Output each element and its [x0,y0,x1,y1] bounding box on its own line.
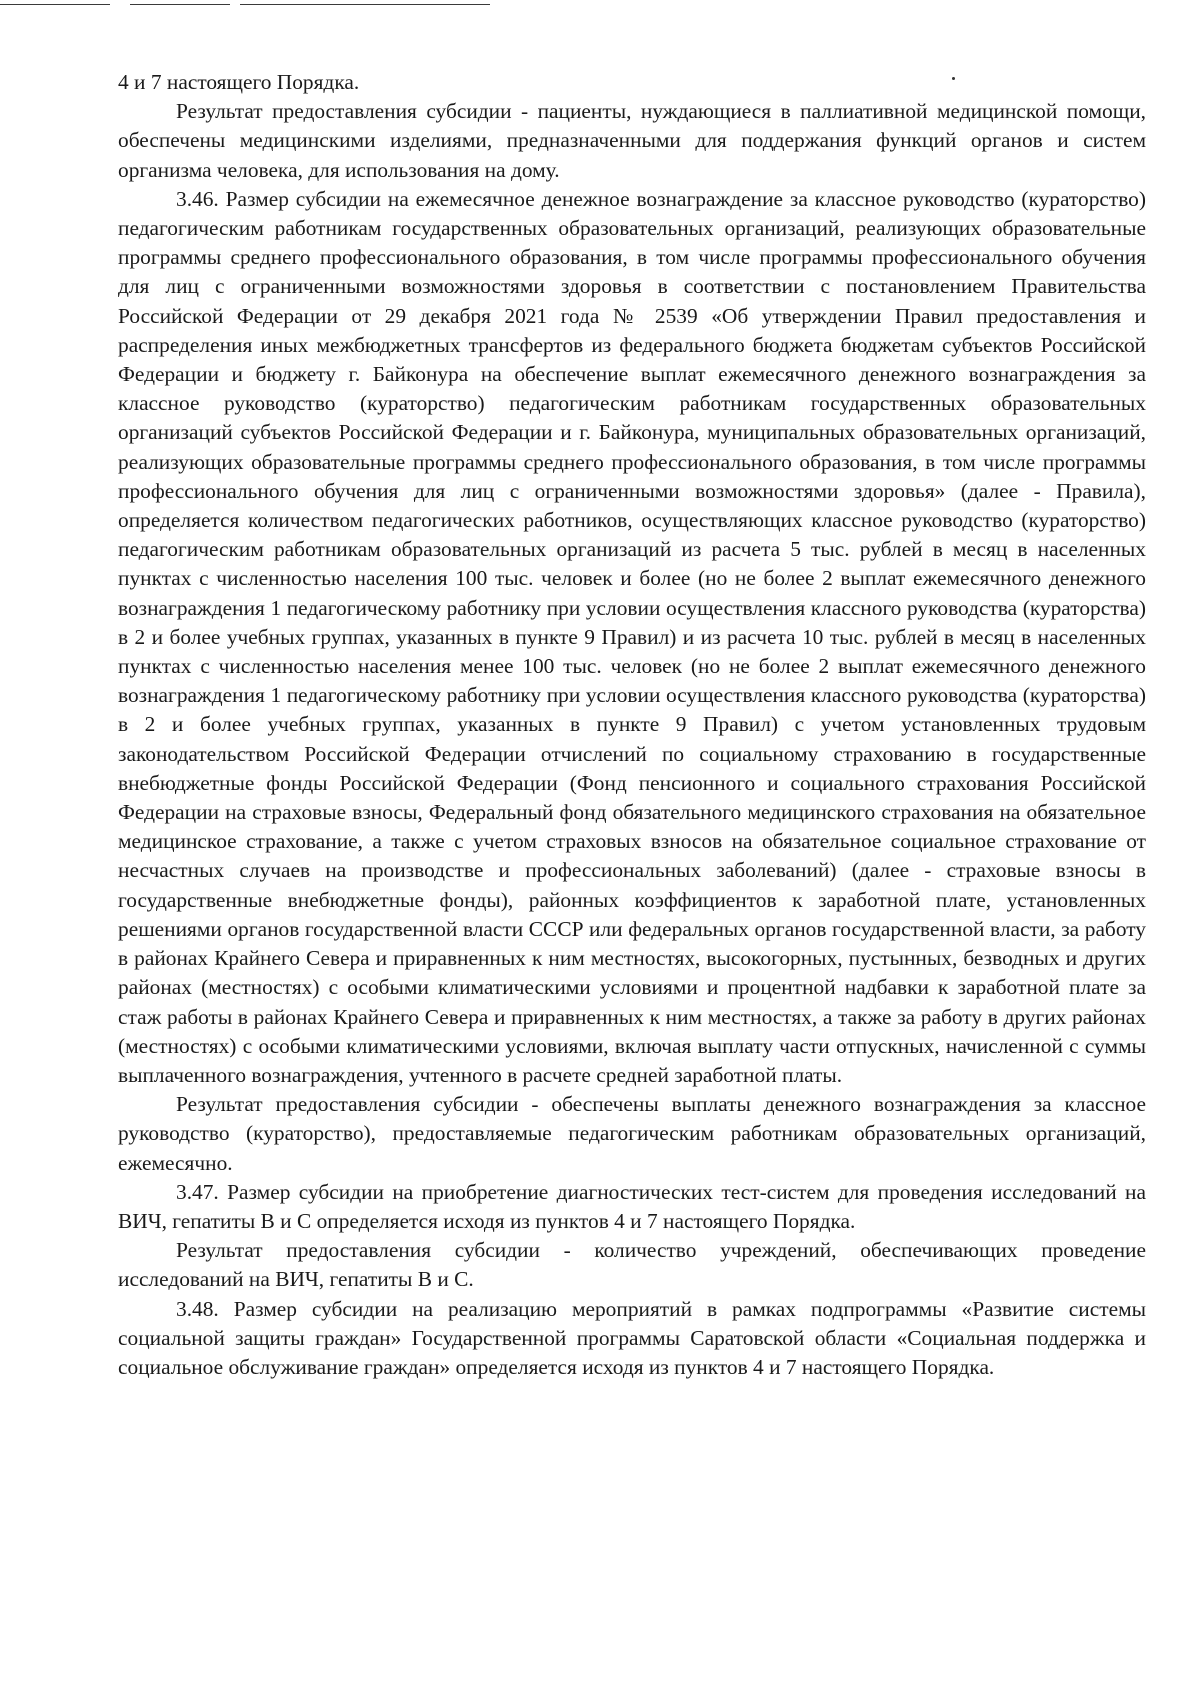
paragraph-continuation: 4 и 7 настоящего Порядка. [118,70,360,94]
paragraph-result-curatorship: Результат предоставления субсидии - обеспечены выплаты денежного вознаграждения за классное руководство (кураторство), предоставляемые педагогическим работникам образовательных организаций, ежемесячно. [118,1092,1146,1175]
paragraph-3-48: 3.48. Размер субсидии на реализацию мероприятий в рамках подпрограммы «Развитие системы социальной защиты граждан» Государственной программы Саратовской области «Социальная поддержка и социальное обслуживание граждан» определяется исходя из пунктов 4 и 7 настоящего Порядка. [118,1296,1146,1379]
paragraph-3-47: 3.47. Размер субсидии на приобретение диагностических тест-систем для проведения исследований на ВИЧ, гепатиты В и С определяется исходя из пунктов 4 и 7 настоящего Порядка. [118,1179,1146,1233]
paragraph-result-palliative: Результат предоставления субсидии - пациенты, нуждающиеся в паллиативной медицинской помощи, обеспечены медицинскими изделиями, предназначенными для поддержания функций органов и систем организма человека, для использования на дому. [118,99,1146,182]
paragraph-3-46: 3.46. Размер субсидии на ежемесячное денежное вознаграждение за классное руководство (кураторство) педагогическим работникам государственных образовательных организаций, реализующих образовательные программы среднего профессионального образования, в том числе программы профессионального обучения для лиц с ограниченными возможностями здоровья в соответствии с постановлением Правительства Российской Федерации от 29 декабря 2021 года № 2539 «Об утверждении Правил предоставления и распределения иных межбюджетных трансфертов из федерального бюджета бюджетам субъектов Российской Федерации и бюджету г. Байконура на обеспечение выплат ежемесячного денежного вознаграждения за классное руководство (кураторство) педагогическим работникам государственных образовательных организаций субъектов Российской Федерации и г. Байконура, муниципальных образовательных организаций, реализующих образовательные программы среднего профессионального образования, в том числе программы профессионального обучения для лиц с ограниченными возможностями здоровья» (далее - Правила), определяется количеством педагогических работников, осуществляющих классное руководство (кураторство) педагогическим работникам образовательных организаций из расчета 5 тыс. рублей в месяц в населенных пунктах с численностью населения 100 тыс. человек и более (но не более 2 выплат ежемесячного денежного вознаграждения 1 педагогическому работнику при условии осуществления классного руководства (кураторства) в 2 и более учебных группах, указанных в пункте 9 Правил) и из расчета 10 тыс. рублей в месяц в населенных пунктах с численностью населения менее 100 тыс. человек (но не более 2 выплат ежемесячного денежного вознаграждения 1 педагогическому работнику при условии осуществления классного руководства (кураторства) в 2 и более учебных группах, указанных в пункте 9 Правил) с учетом установленных трудовым законодательством Российской Федерации отчислений по социальному страхованию в государственные внебюджетные фонды Российской Федерации (Фонд пенсионного и социального страхования Российской Федерации на страховые взносы, Федеральный фонд обязательного медицинского страхования на обязательное медицинское страхование, а также с учетом страховых взносов на обязательное социальное страхование от несчастных случаев на производстве и профессиональных заболеваний) (далее - страховые взносы в государственные внебюджетные фонды), районных коэффициентов к заработной плате, установленных решениями органов государственной власти СССР или федеральных органов государственной власти, за работу в районах Крайнего Севера и приравненных к ним местностях, высокогорных, пустынных, безводных и других районах (местностях) с особыми климатическими условиями и процентной надбавки к заработной плате за стаж работы в районах Крайнего Севера и приравненных к ним местностях, а также за работу в других районах (местностях) с особыми климатическими условиями, включая выплату части отпускных, начисленной с суммы выплаченного вознаграждения, учтенного в расчете средней заработной платы. [118,186,1146,1087]
document-page [118,68,1146,1382]
scan-mark [130,4,230,5]
scan-mark [0,4,110,5]
paragraph-result-hiv: Результат предоставления субсидии - количество учреждений, обеспечивающих проведение исследований на ВИЧ, гепатиты В и С. [118,1238,1146,1292]
scan-mark [240,4,490,5]
scan-top-edge-marks [0,4,520,8]
